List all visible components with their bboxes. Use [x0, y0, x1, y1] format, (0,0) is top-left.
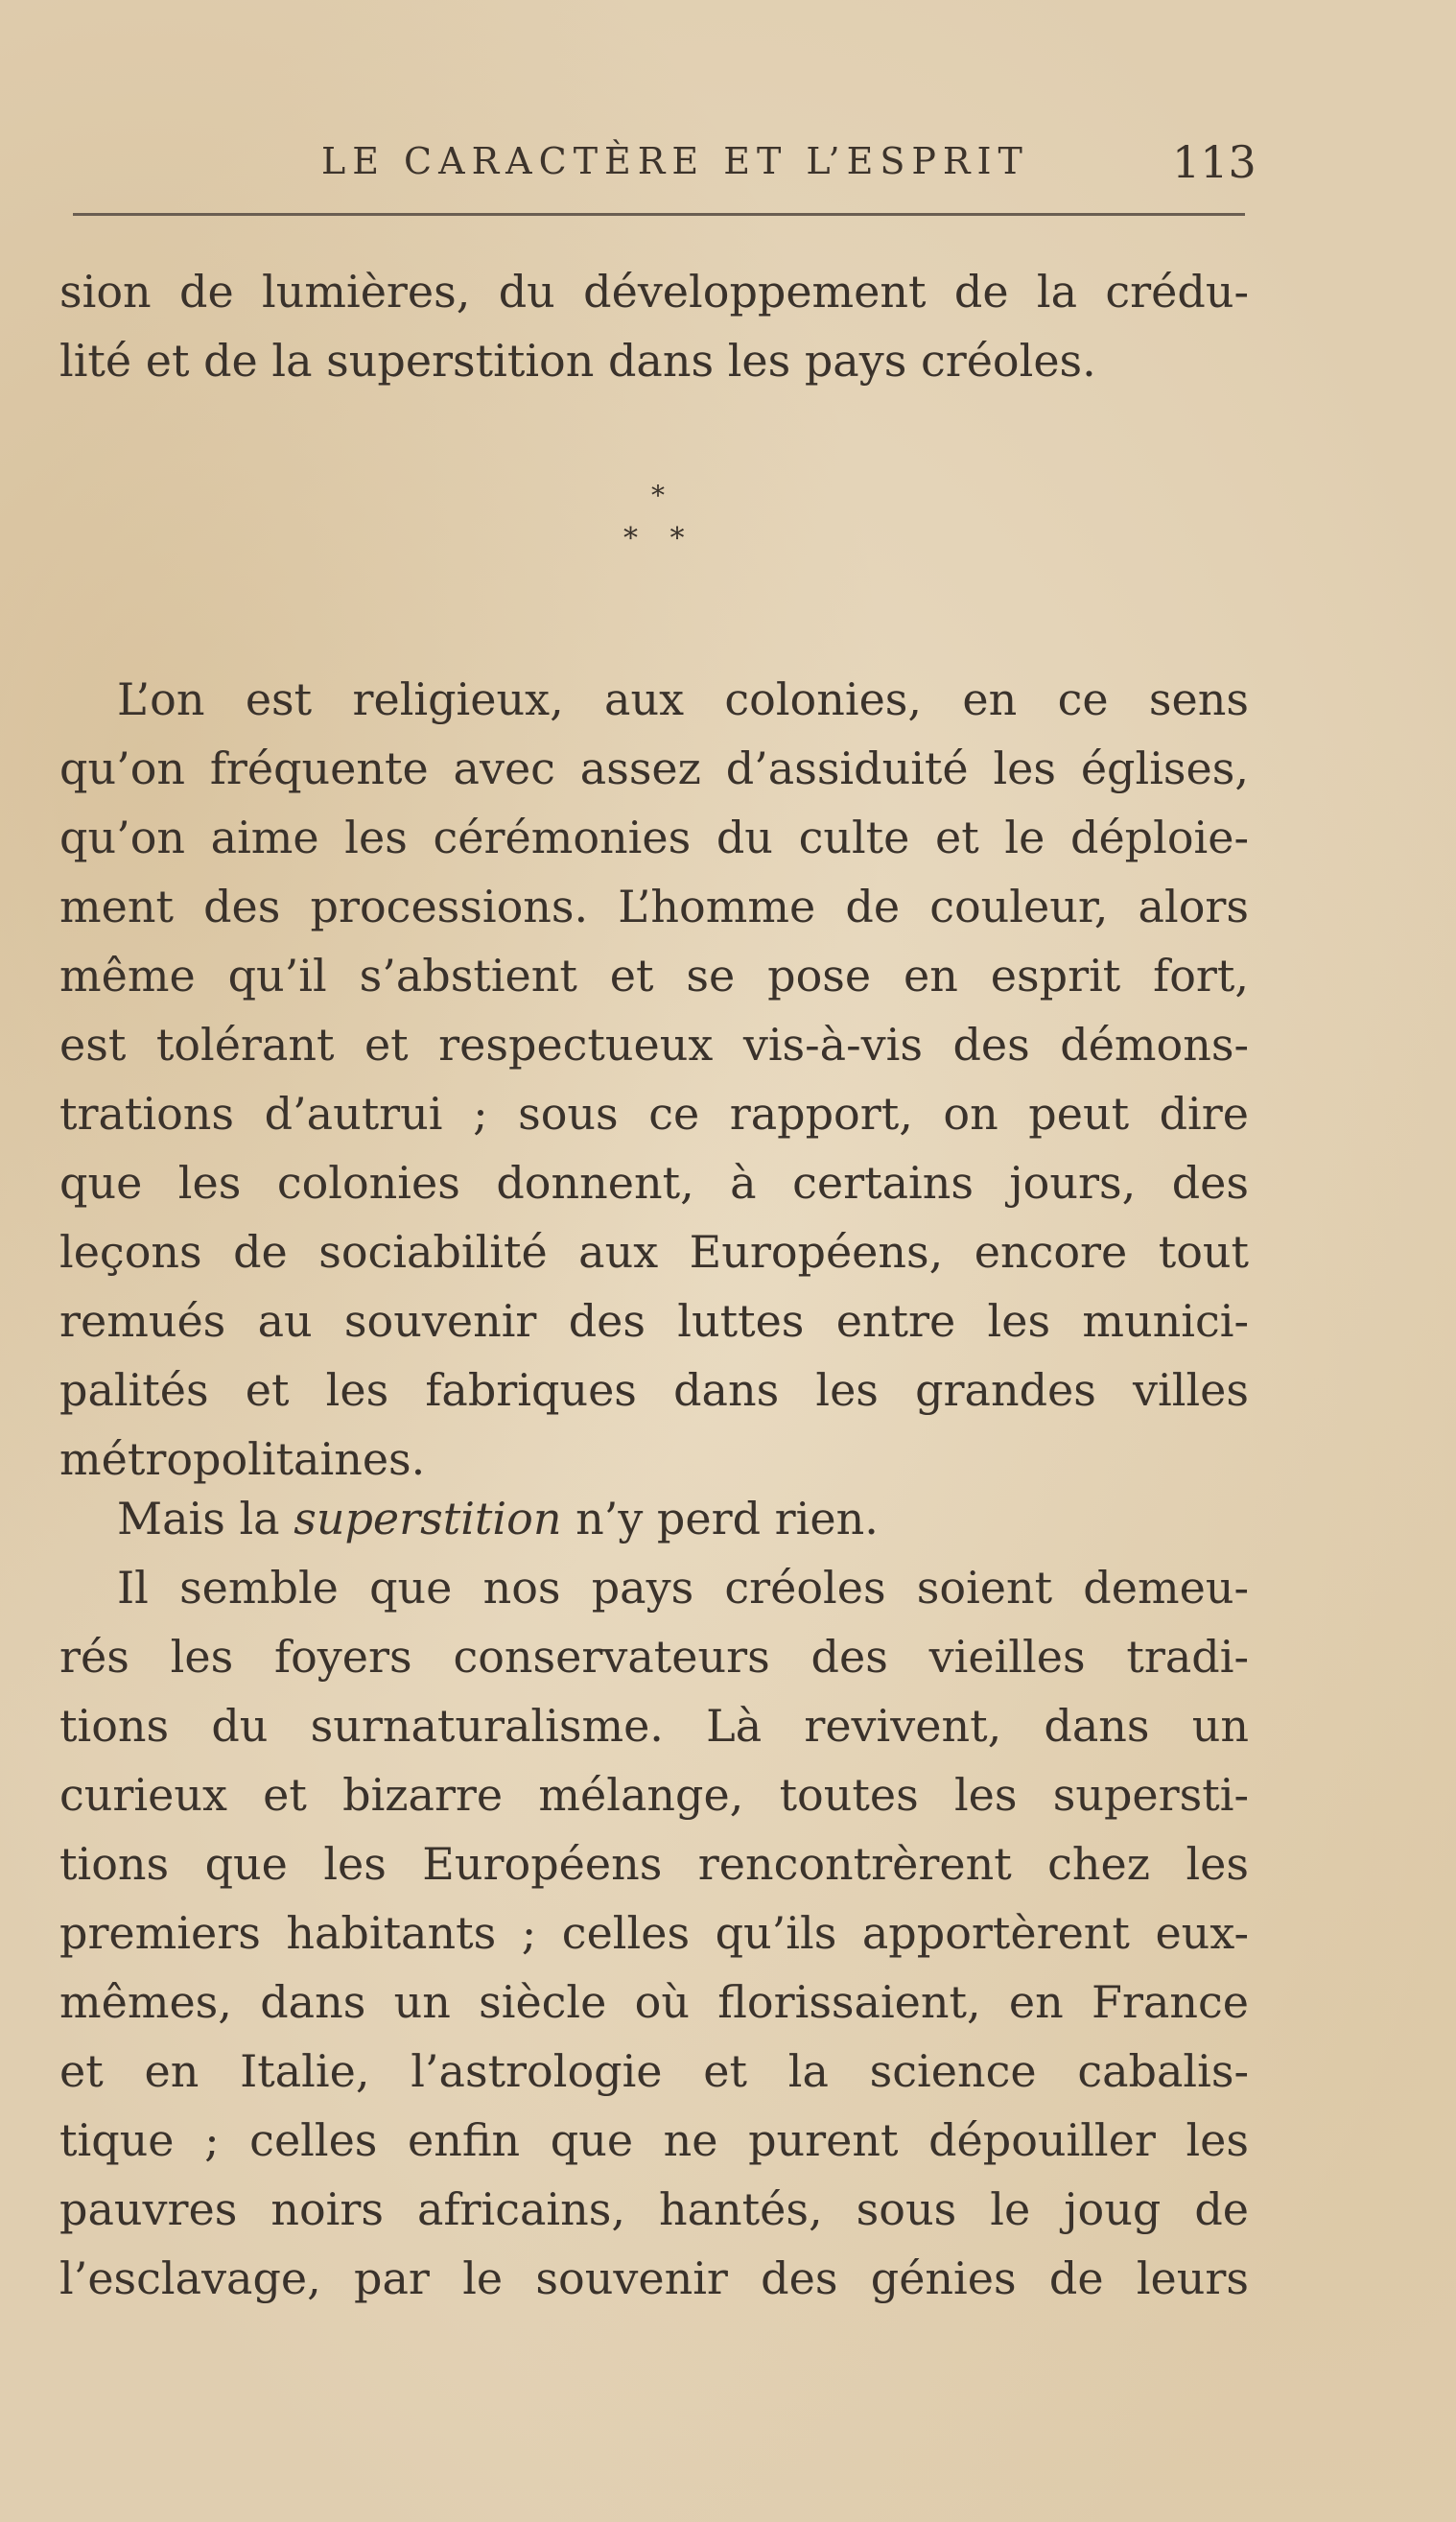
text-line: mêmes, dans un siècle où florissaient, en France [59, 1976, 1249, 2028]
paragraph-semble [59, 1553, 1249, 2313]
text-line: métropolitaines. [59, 1433, 426, 1485]
text-line: tions que les Européens rencontrèrent chez les [59, 1838, 1249, 1890]
text-line: curieux et bizarre mélange, toutes les supersti- [59, 1769, 1249, 1821]
text-line: palités et les fabriques dans les grandes villes [59, 1364, 1249, 1416]
text-line: ment des processions. L’homme de couleur, alors [59, 881, 1249, 932]
paragraph-mais [59, 1484, 1249, 1553]
text-line: pauvres noirs africains, hantés, sous le joug de [59, 2183, 1249, 2235]
text-line: premiers habitants ; celles qu’ils apportèrent eux- [59, 1907, 1249, 1959]
text-line: qu’on fréquente avec assez d’assiduité les églises, [59, 742, 1249, 794]
text-line: tions du surnaturalisme. Là revivent, dans un [59, 1700, 1249, 1752]
text-line: leçons de sociabilité aux Européens, encore tout [59, 1226, 1249, 1278]
italic-word: superstition [294, 1493, 562, 1544]
text-line: et en Italie, l’astrologie et la science cabalis- [59, 2045, 1249, 2097]
text-line: lité et de la superstition dans les pays créoles. [59, 335, 1096, 387]
header-rule [73, 213, 1245, 216]
text-line: tique ; celles enfin que ne purent dépouiller les [59, 2114, 1249, 2166]
paragraph-religion [59, 665, 1249, 1494]
text-line: sion de lumières, du développement de la crédu- [59, 266, 1249, 318]
text-line: même qu’il s’abstient et se pose en esprit fort, [59, 950, 1249, 1002]
text-fragment: n’y perd rien. [561, 1493, 879, 1544]
text-line: rés les foyers conservateurs des vieilles tradi- [59, 1631, 1249, 1683]
text-line: remués au souvenir des luttes entre les munici- [59, 1295, 1249, 1347]
text-line [59, 1484, 1249, 1553]
section-break-bottom-stars: * * [623, 522, 696, 555]
section-break-top-star: * [651, 480, 665, 511]
text-line: trations d’autrui ; sous ce rapport, on peut dire [59, 1088, 1249, 1140]
text-line: que les colonies donnent, à certains jours, des [59, 1157, 1249, 1209]
text-line: L’on est religieux, aux colonies, en ce sens [117, 673, 1249, 725]
page-number: 113 [1172, 136, 1256, 188]
text-line: Il semble que nos pays créoles soient demeu- [117, 1562, 1249, 1614]
paragraph-continued [59, 257, 1249, 395]
text-line: l’esclavage, par le souvenir des génies de leurs [59, 2252, 1249, 2304]
text-line: est tolérant et respectueux vis-à-vis des démons- [59, 1019, 1249, 1071]
running-title: LE CARACTÈRE ET L’ESPRIT [321, 140, 1029, 182]
text-fragment: Mais la [117, 1493, 294, 1544]
page-header [0, 136, 1456, 198]
text-line: qu’on aime les cérémonies du culte et le déploie- [59, 812, 1249, 863]
